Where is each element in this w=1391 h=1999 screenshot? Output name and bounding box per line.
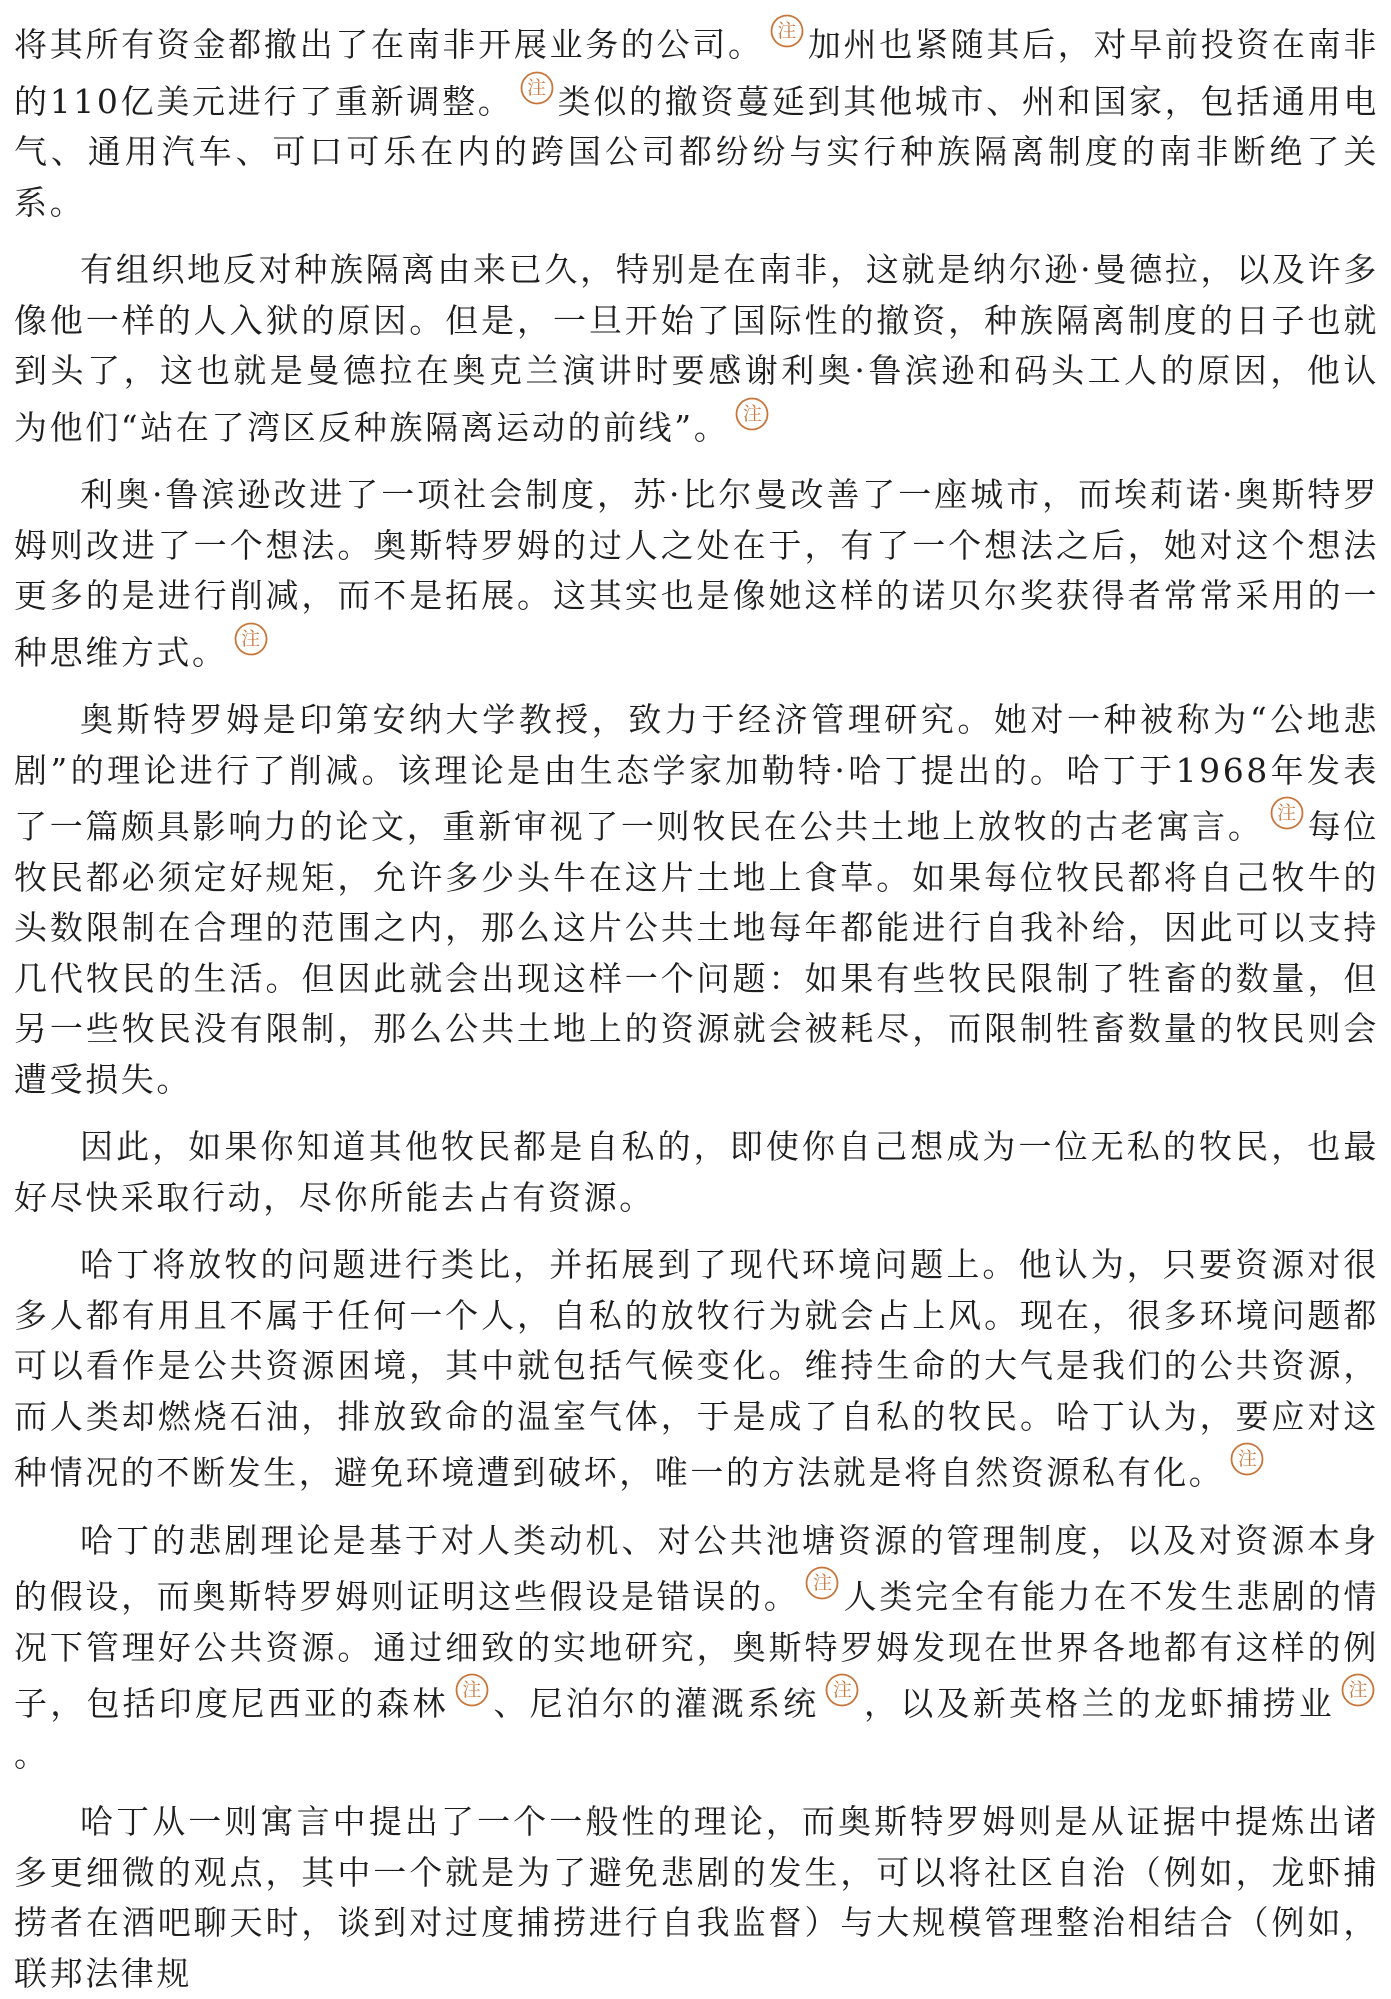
paragraph (14, 1122, 1379, 1223)
paragraph (14, 1240, 1379, 1499)
annotation-circle-icon[interactable] (825, 1673, 859, 1707)
paragraph-text: 、尼泊尔的灌溉系统 (492, 1684, 820, 1723)
annotation-label: 注 (812, 1572, 832, 1594)
paragraph-text: 加州也紧随其后，对早前投资在南非的110亿美元进行了重新调整。 (14, 25, 1379, 121)
annotation-label: 注 (832, 1679, 852, 1701)
paragraph-text: 人类完全有能力在不发生悲剧的情况下管理好公共资源。通过细致的实地研究，奥斯特罗姆发现在世界各地都有这样的例子，包括印度尼西亚的森林 (14, 1577, 1380, 1723)
paragraph-text: 将其所有资金都撤出了在南非开展业务的公司。 (14, 25, 764, 64)
annotation-circle-icon[interactable] (1270, 796, 1304, 830)
paragraph-text: 哈丁将放牧的问题进行类比，并拓展到了现代环境问题上。他认为，只要资源对很多人都有用且不属于任何一个人，自私的放牧行为就会占上风。现在，很多环境问题都可以看作是公共资源困境，其中就包括气候变化。维持生命的大气是我们的公共资源，而人类却燃烧石油，排放致命的温室气体，于是成了自私的牧民。哈丁认为，要应对这种情况的不断发生，避免环境遭到破坏，唯一的方法就是将自然资源私有化。 (14, 1245, 1379, 1492)
annotation-circle-icon[interactable] (1230, 1442, 1264, 1476)
paragraph (14, 245, 1379, 453)
paragraph (14, 695, 1379, 1105)
paragraph (14, 14, 1379, 228)
paragraph-text: 因此，如果你知道其他牧民都是自私的，即使你自己想成为一位无私的牧民，也最好尽快采取行动，尽你所能去占有资源。 (14, 1127, 1379, 1217)
annotation-label: 注 (526, 76, 546, 99)
annotation-circle-icon[interactable] (770, 14, 804, 48)
annotation-circle-icon[interactable] (455, 1673, 489, 1707)
annotation-circle-icon[interactable] (234, 622, 268, 656)
paragraph-text: ，以及新英格兰的龙虾捕捞业 (863, 1684, 1335, 1723)
paragraph (14, 470, 1379, 678)
annotation-label: 注 (777, 20, 797, 42)
paragraph-text: 。 (14, 1734, 50, 1774)
annotation-label: 注 (742, 402, 762, 425)
paragraph-text: 利奥·鲁滨逊改进了一项社会制度，苏·比尔曼改善了一座城市，而埃莉诺·奥斯特罗姆则改进了一个想法。奥斯特罗姆的过人之处在于，有了一个想法之后，她对这个想法更多的是进行削减，而不是拓展。这其实也是像她这样的诺贝尔奖获得者常常采用的一种思维方式。 (14, 475, 1379, 672)
annotation-label: 注 (1277, 802, 1297, 824)
annotation-circle-icon[interactable] (1341, 1673, 1375, 1707)
paragraph-text: 哈丁从一则寓言中提出了一个一般性的理论，而奥斯特罗姆则是从证据中提炼出诸多更细微的观点，其中一个就是为了避免悲剧的发生，可以将社区自治（例如，龙虾捕捞者在酒吧聊天时，谈到对过度捕捞进行自我监督）与大规模管理整治相结合（例如，联邦法律规 (14, 1802, 1379, 1993)
paragraph-text: 哈丁的悲剧理论是基于对人类动机、对公共池塘资源的管理制度，以及对资源本身的假设，而奥斯特罗姆则证明这些假设是错误的。 (14, 1520, 1379, 1616)
annotation-label: 注 (1348, 1679, 1368, 1701)
paragraph-text: 奥斯特罗姆是印第安纳大学教授，致力于经济管理研究。她对一种被称为“公地悲剧”的理论进行了削减。该理论是由生态学家加勒特·哈丁提出的。哈丁于1968年发表了一篇颇具影响力的论文，重新审视了一则牧民在公共土地上放牧的古老寓言。 (14, 700, 1379, 846)
annotation-label: 注 (241, 627, 261, 650)
annotation-circle-icon[interactable] (520, 71, 554, 105)
annotation-label: 注 (462, 1679, 482, 1701)
annotation-label: 注 (1237, 1448, 1257, 1470)
paragraph (14, 1516, 1379, 1781)
paragraph-text: 每位牧民都必须定好规矩，允许多少头牛在这片土地上食草。如果每位牧民都将自己牧牛的头数限制在合理的范围之内，那么这片公共土地每年都能进行自我补给，因此可以支持几代牧民的生活。但因此就会出现这样一个问题：如果有些牧民限制了牲畜的数量，但另一些牧民没有限制，那么公共土地上的资源就会被耗尽，而限制牲畜数量的牧民则会遭受损失。 (14, 807, 1379, 1099)
annotation-circle-icon[interactable] (805, 1566, 839, 1600)
paragraph (14, 1797, 1379, 1999)
paragraph-text: 类似的撤资蔓延到其他城市、州和国家，包括通用电气、通用汽车、可口可乐在内的跨国公司都纷纷与实行种族隔离制度的南非断绝了关系。 (14, 81, 1379, 222)
annotation-circle-icon[interactable] (735, 397, 769, 431)
paragraph-text: 有组织地反对种族隔离由来已久，特别是在南非，这就是纳尔逊·曼德拉，以及许多像他一样的人入狱的原因。但是，一旦开始了国际性的撤资，种族隔离制度的日子也就到头了，这也就是曼德拉在奥克兰演讲时要感谢利奥·鲁滨逊和码头工人的原因，他认为他们“站在了湾区反种族隔离运动的前线”。 (14, 250, 1379, 447)
